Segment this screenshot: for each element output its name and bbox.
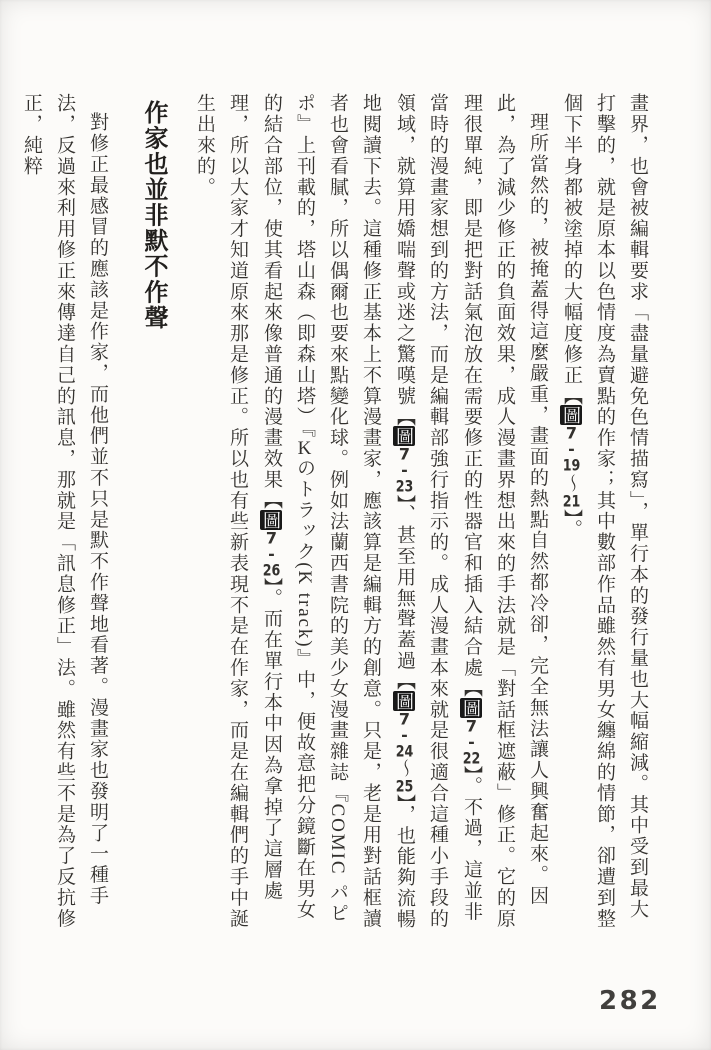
paragraph: 畫界，也會被編輯要求「盡量避免色情描寫」，單行本的發行量也大幅縮減。其中受到最大打擊的，就是原本以色情度為賣點的作家；其中數部作品雖然有男女纏綿的情節，卻遭到整個下半身都被塗掉的大幅度修正【圖7-19～21】。 xyxy=(561,93,648,929)
figure-reference: 【圖7-22】 xyxy=(461,678,482,776)
upright-latin: K xyxy=(297,438,312,458)
figure-reference: 【圖7-24～25】 xyxy=(394,671,415,805)
paragraph: 理所當然的，被掩蓋得這麼嚴重，畫面的熱點自然都冷卻，完全無法讓人興奮起來。因此，為了減少修正的負面效果，成人漫畫界想出來的手法就是「對話框遮蔽」修正。它的原理很單純，即是把對話氣泡放在需要修正的性器官和插入結合處【圖7-22】。不過，這並非當時的漫畫家想到的方法，而是編輯部強行指示的。成人漫畫本來就是很適合這種小手段的領域，就算用嬌喘聲或迷之驚嘆號【圖7-23】、甚至用無聲蓋過【圖7-24～25】，也能夠流暢地閱讀下去。這種修正基本上不算漫畫家，應該算是編輯方的創意。只是，老是用對話框讀者也會看膩，所以偶爾也要來點變化球。例如法蘭西書院的美少女漫畫雜誌『COMIC パピポ』上刊載的，塔山森（即森山塔）『Kのトラック(K track)』中，便故意把分鏡斷在男女的結合部位，使其看起來像普通的漫畫效果【圖7-26】。而在單行本中因為拿掉了這層處理，所以大家才知道原來那是修正。所以也有些新表現不是在作家，而是在編輯們的手中誕生出來的。 xyxy=(194,93,548,930)
figure-reference: 【圖7-19～21】 xyxy=(561,385,582,519)
figure-label-icon: 圖 xyxy=(394,691,414,710)
figure-label-icon: 圖 xyxy=(461,698,481,717)
section-heading: 作家也並非默不作聲 xyxy=(140,100,167,331)
figure-label-icon: 圖 xyxy=(261,510,281,529)
paragraph: 對修正最感冒的應該是作家，而他們並不只是默不作聲地看著。漫畫家也發明了一種手法，反過來利用修正來傳達自己的訊息，那就是「訊息修正」法。雖然有些不是為了反抗修正，純粹 xyxy=(21,93,108,929)
figure-label-icon: 圖 xyxy=(561,406,581,425)
figure-reference: 【圖7-23】 xyxy=(394,406,415,504)
figure-reference: 【圖7-26】 xyxy=(261,490,282,588)
page-number: 282 xyxy=(599,986,661,1016)
text-flow xyxy=(15,93,654,933)
figure-label-icon: 圖 xyxy=(394,427,414,445)
